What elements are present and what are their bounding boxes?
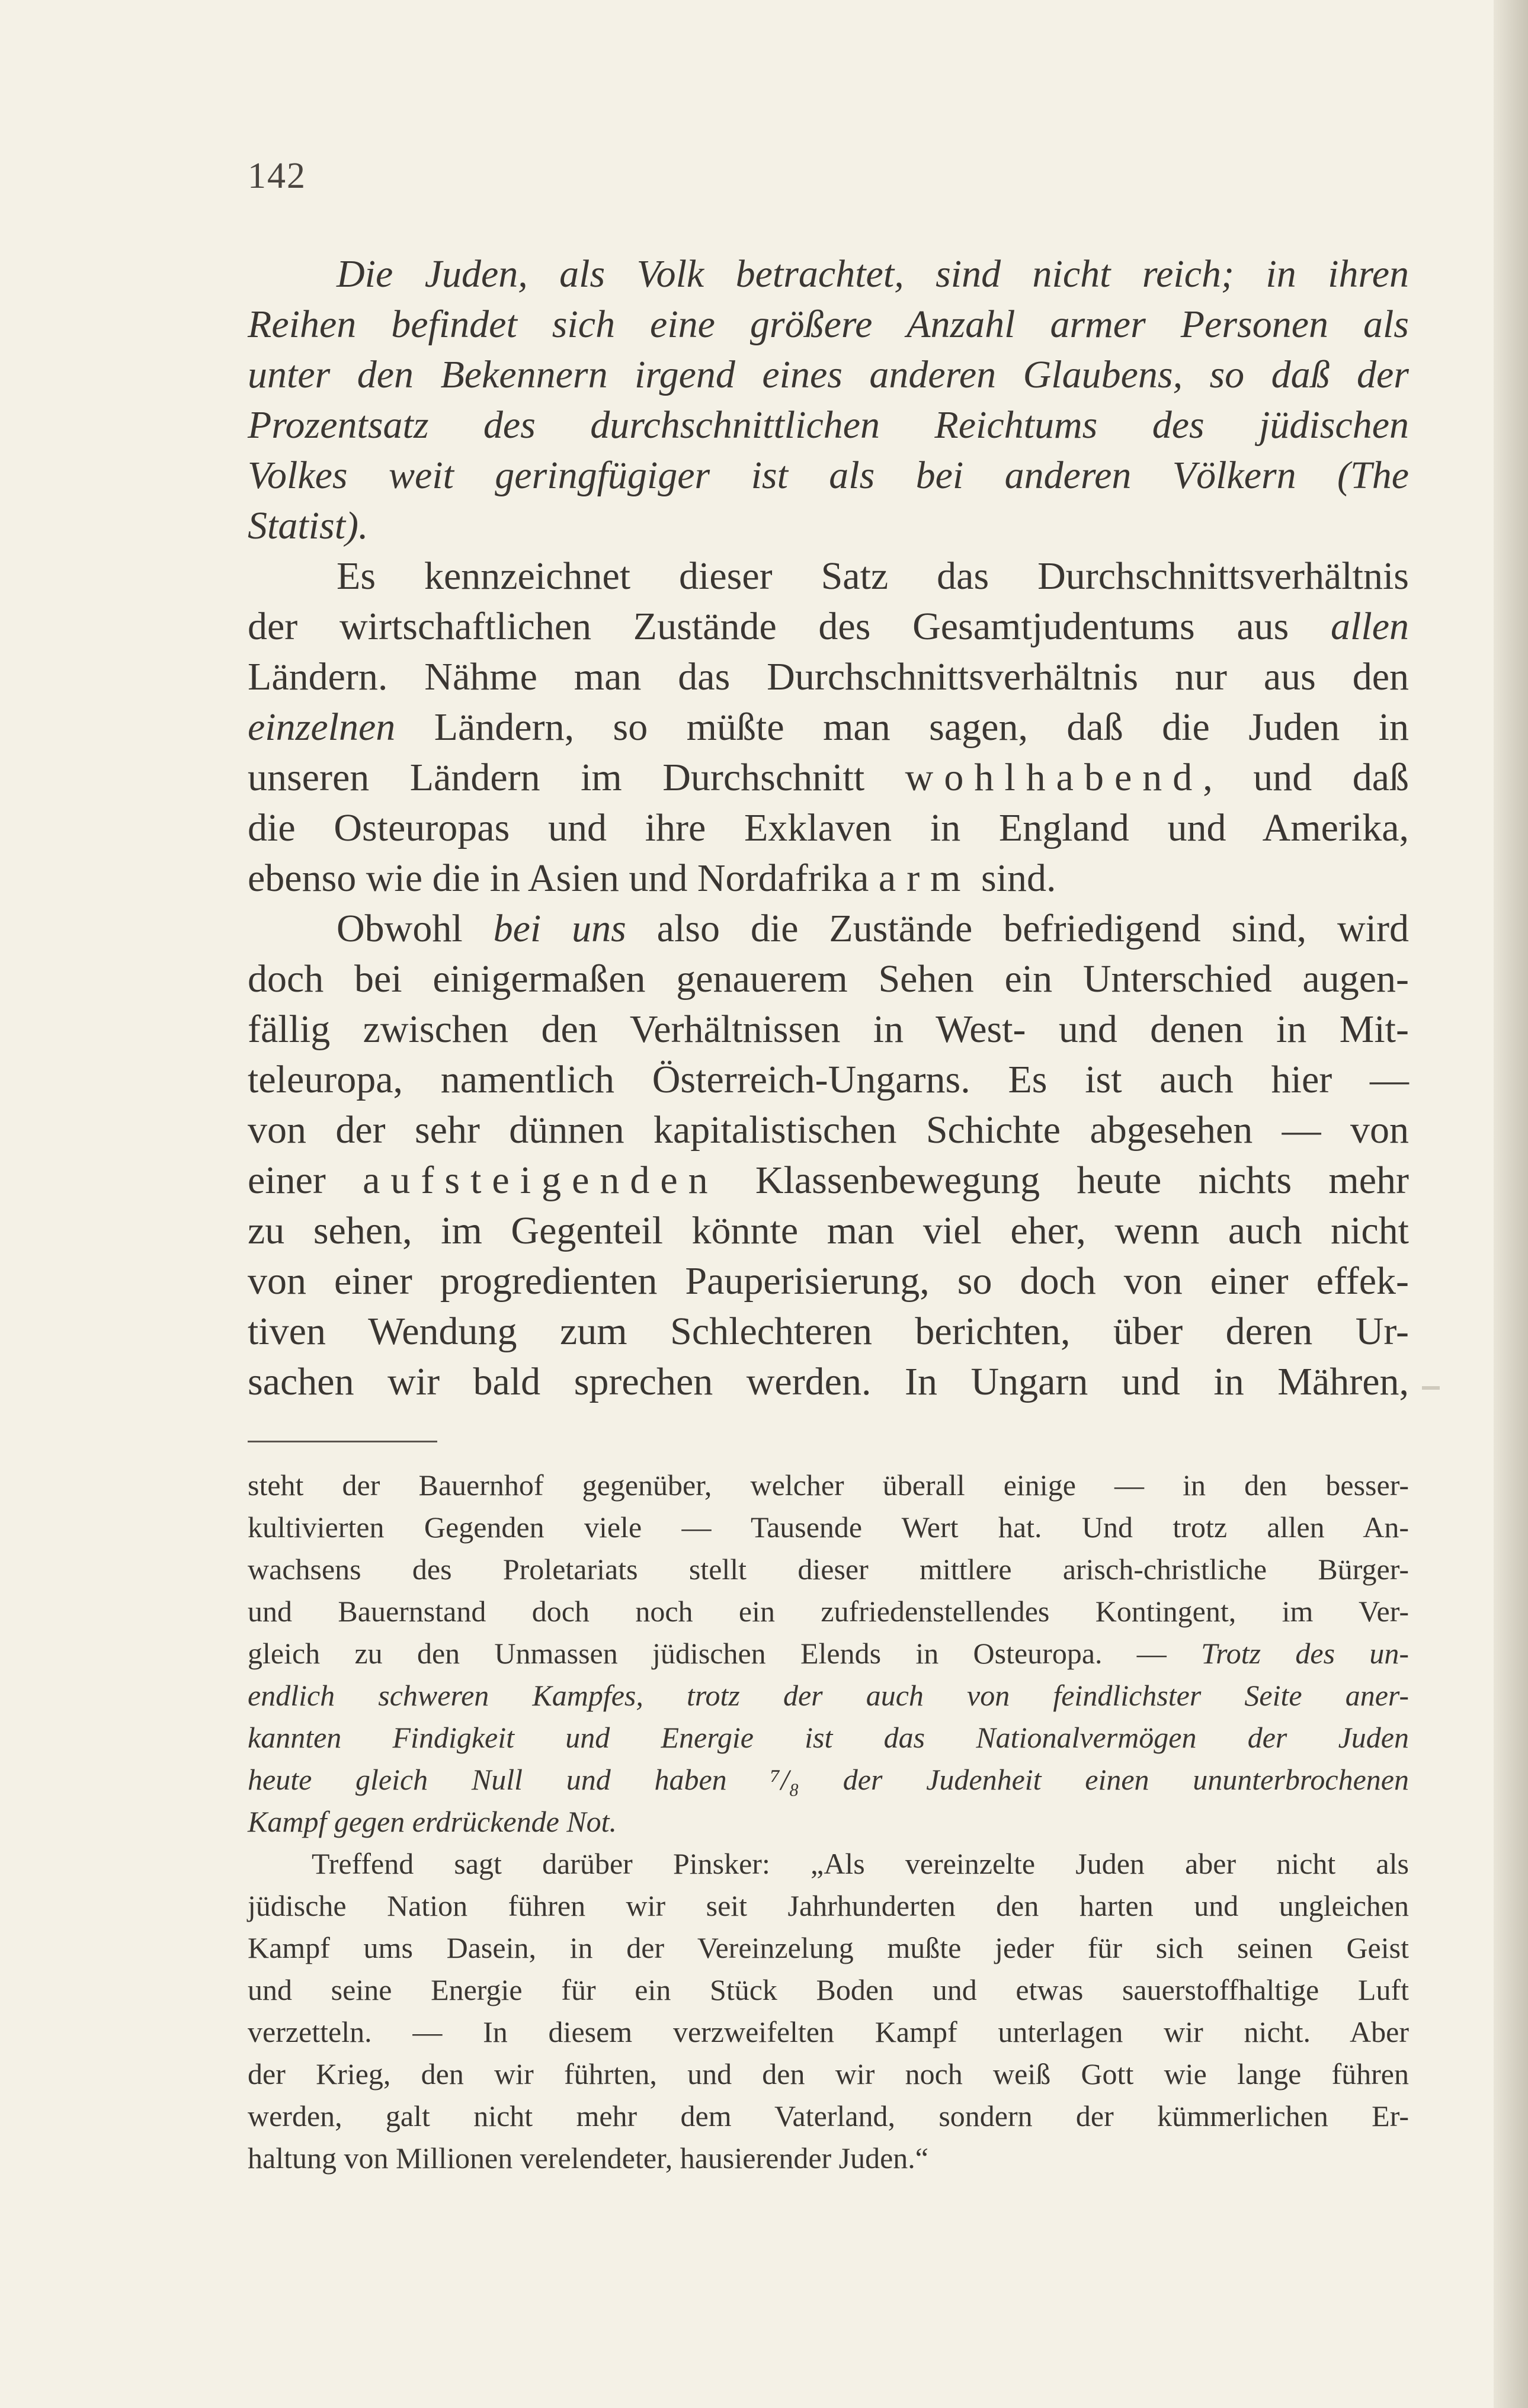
footnote-line: der Krieg, den wir führten, und den wir noch weiß Gott wie lange führen xyxy=(248,2057,1409,2090)
text-run: , und daß xyxy=(1203,756,1410,799)
text-run: unseren Ländern im Durchschnitt xyxy=(248,756,905,799)
text-run: Ländern, so müßte man sagen, daß die Juden in xyxy=(395,706,1409,749)
text-line: Es kennzeichnet dieser Satz das Durchschnittsverhältnis xyxy=(337,554,1409,598)
text-run: wohlhabend xyxy=(905,756,1203,799)
footnote-line: haltung von Millionen verelendeter, hausierender Juden.“ xyxy=(248,2141,928,2175)
text-line: Ländern. Nähme man das Durchschnittsverhältnis nur aus den xyxy=(248,655,1409,698)
footnote-line: und seine Energie für ein Stück Boden und etwas sauerstoffhaltige Luft xyxy=(248,1973,1409,2006)
text-run: der wirtschaftlichen Zustände des Gesamtjudentums aus xyxy=(248,605,1331,648)
text-run: bei uns xyxy=(493,907,626,950)
text-run: einzelnen xyxy=(248,706,396,749)
text-line xyxy=(248,903,1409,954)
text-run: allen xyxy=(1331,605,1409,648)
text-run: Klassenbewegung heute nichts mehr xyxy=(718,1159,1409,1202)
footnote-line: jüdische Nation führen wir seit Jahrhunderten den harten und ungleichen xyxy=(248,1889,1409,1922)
text-line: tiven Wendung zum Schlechteren berichten, über deren Ur- xyxy=(248,1310,1409,1353)
footnote-line xyxy=(248,1633,1409,1675)
text-run: einer xyxy=(248,1159,363,1202)
footnote-line: wachsens des Proletariats stellt dieser mittlere arisch-christliche Bürger- xyxy=(248,1553,1409,1586)
footnote-line: Kampf ums Dasein, in der Vereinzelung mußte jeder für sich seinen Geist xyxy=(248,1931,1409,1964)
page-edge-shadow xyxy=(1494,0,1528,2408)
text-run: Obwohl xyxy=(337,907,494,950)
footnote-separator xyxy=(248,1441,437,1442)
text-run: sind. xyxy=(971,857,1056,900)
text-line: Prozentsatz des durchschnittlichen Reichtums des jüdischen xyxy=(248,403,1409,447)
footnote-line: Treffend sagt darüber Pinsker: „Als vereinzelte Juden aber nicht als xyxy=(312,1847,1409,1880)
text-line: teleuropa, namentlich Österreich-Ungarns. Es ist auch hier — xyxy=(248,1058,1409,1101)
text-run: ebenso wie die in Asien und Nordafrika xyxy=(248,857,879,900)
footnote-line: heute gleich Null und haben ⁷/₈ der Judenheit einen ununterbrochenen xyxy=(248,1763,1409,1796)
footnote-block xyxy=(248,1464,1409,2179)
text-line: Reihen befindet sich eine größere Anzahl armer Personen als xyxy=(248,303,1409,346)
text-line xyxy=(248,702,1409,752)
footnote-line: Kampf gegen erdrückende Not. xyxy=(248,1805,617,1838)
text-line: doch bei einigermaßen genauerem Sehen ein Unterschied augen- xyxy=(248,957,1409,1001)
main-text-block xyxy=(248,249,1409,1407)
footnote-line: steht der Bauernhof gegenüber, welcher überall einige — in den besser- xyxy=(248,1468,1409,1502)
footnote-line: kultivierten Gegenden viele — Tausende Wert hat. Und trotz allen An- xyxy=(248,1511,1409,1544)
text-run: aufsteigenden xyxy=(363,1159,719,1202)
text-line xyxy=(248,601,1409,652)
footnote-line: werden, galt nicht mehr dem Vaterland, sondern der kümmerlichen Er- xyxy=(248,2099,1409,2133)
text-line: Statist). xyxy=(248,504,369,547)
text-line xyxy=(248,1155,1409,1205)
text-line: Volkes weit geringfügiger ist als bei anderen Völkern (The xyxy=(248,454,1409,497)
text-line: fällig zwischen den Verhältnissen in West- und denen in Mit- xyxy=(248,1008,1409,1051)
text-line xyxy=(248,752,1409,803)
text-line: die Osteuropas und ihre Exklaven in England und Amerika, xyxy=(248,806,1409,849)
footnote-line: endlich schweren Kampfes, trotz der auch von feindlichster Seite aner- xyxy=(248,1679,1409,1712)
text-run: also die Zustände befriedigend sind, wird xyxy=(626,907,1409,950)
text-line: sachen wir bald sprechen werden. In Ungarn und in Mähren, xyxy=(248,1360,1409,1403)
text-line: zu sehen, im Gegenteil könnte man viel eher, wenn auch nicht xyxy=(248,1209,1409,1252)
footnote-line: verzetteln. — In diesem verzweifelten Kampf unterlagen wir nicht. Aber xyxy=(248,2015,1409,2048)
text-run: gleich zu den Unmassen jüdischen Elends in Osteuropa. — xyxy=(248,1637,1202,1670)
text-line: von der sehr dünnen kapitalistischen Schichte abgesehen — von xyxy=(248,1108,1409,1152)
text-run: arm xyxy=(878,857,972,900)
text-line: unter den Bekennern irgend eines anderen Glaubens, so daß der xyxy=(248,353,1409,396)
text-line: Die Juden, als Volk betrachtet, sind nicht reich; in ihren xyxy=(337,252,1409,296)
footnote-line: kannten Findigkeit und Energie ist das Nationalvermögen der Juden xyxy=(248,1721,1409,1754)
footnote-line: und Bauernstand doch noch ein zufriedenstellendes Kontingent, im Ver- xyxy=(248,1595,1409,1628)
text-line xyxy=(248,853,1409,903)
margin-mark xyxy=(1422,1386,1440,1390)
text-run: Trotz des un- xyxy=(1201,1637,1409,1670)
text-line: von einer progredienten Pauperisierung, so doch von einer effek- xyxy=(248,1259,1409,1303)
page-number: 142 xyxy=(248,156,306,196)
